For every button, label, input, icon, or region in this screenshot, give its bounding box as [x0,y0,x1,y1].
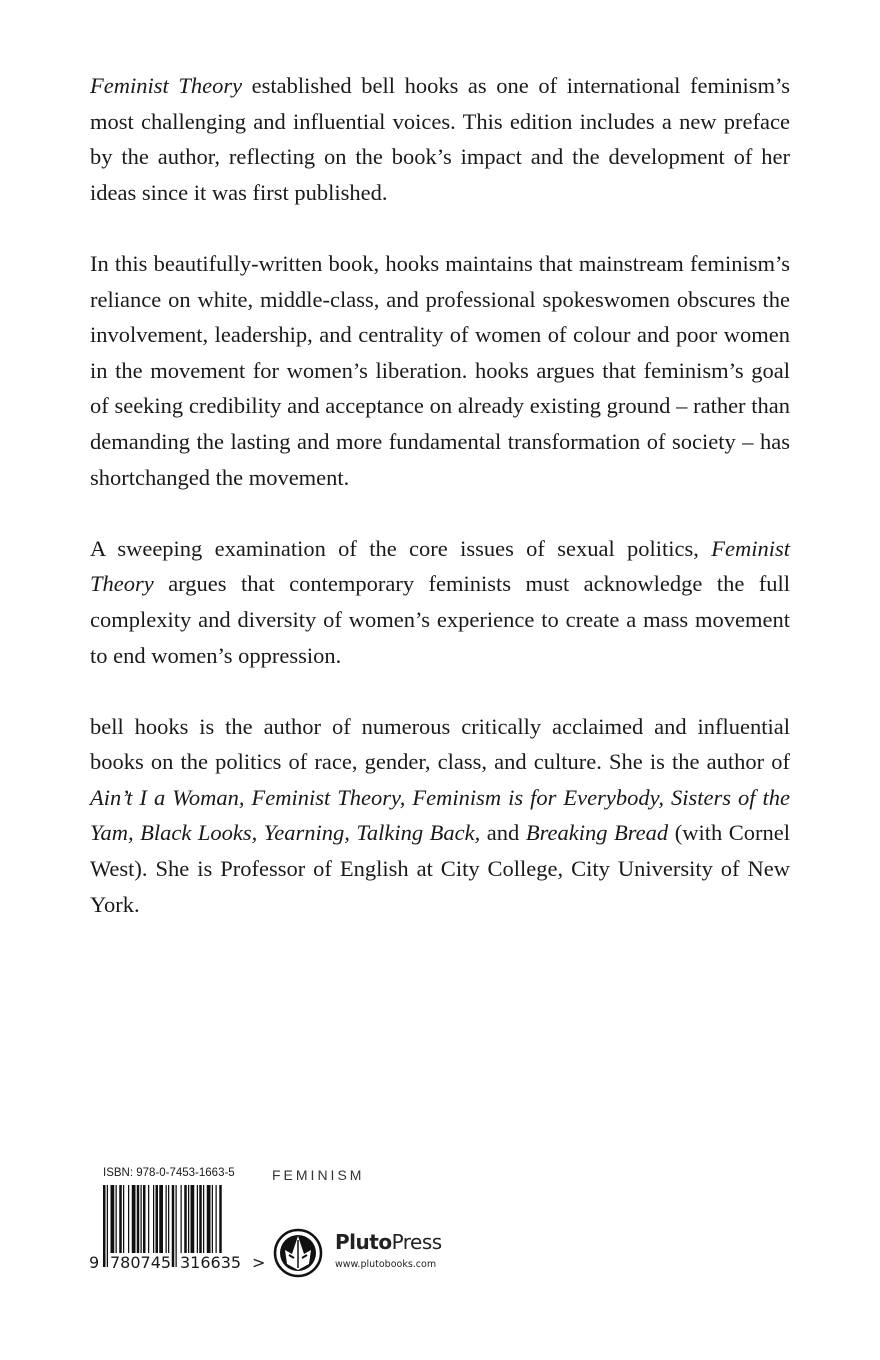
paragraph [90,531,790,673]
text-run: bell hooks is the author of numerous critically acclaimed and influential books on the politics of race, gender, class, and culture. She is the author of [90,713,790,775]
paragraph [90,68,790,210]
isbn-label: ISBN: 978-0-7453-1663-5 [103,1167,235,1179]
text-run: A sweeping examination of the core issues of sexual politics, [90,535,712,561]
text-run: established bell hooks as one of international feminism’s most challenging and influential voices. This edition includes a new preface by the author, reflecting on the book’s impact and the development of her ideas since it was first published. [90,73,790,205]
paragraph [90,709,790,923]
book-title: Ain’t I a Woman, Feminist Theory, Feminism is for Everybody, Sisters of the Yam, Black Looks, Yearning, Talking Back, [90,784,790,846]
barcode-bar [172,1185,175,1267]
text-run: In this beautifully-written book, hooks maintains that mainstream feminism’s reliance on white, middle-class, and professional spokeswomen obscures the involvement, leadership, and centrality of women of colour and poor women in the movement for women’s liberation. hooks argues that feminism’s goal of seeking credibility and acceptance on already existing ground – rather than demanding the lasting and more fundamental transformation of society – has shortchanged the movement. [90,250,790,490]
barcode-bar [176,1185,177,1267]
book-title: Feminist Theory [90,535,790,597]
publisher-url: www.plutobooks.com [335,1259,437,1270]
book-title: Breaking Bread [525,820,669,846]
barcode-end-mark: > [252,1253,266,1272]
barcode-digits-left: 780745 [110,1253,172,1272]
pluto-press-logo-icon [273,1228,323,1278]
publisher-name [335,1230,442,1254]
text-run: argues that contemporary feminists must acknowledge the full complexity and diversity of women’s experience to create a mass movement to end women’s oppression. [90,571,790,668]
category-label: FEMINISM [272,1167,365,1183]
publisher-name-regular: Press [391,1230,442,1254]
barcode-digits-right: 316635 [180,1253,242,1272]
text-run: (with Cornel West). She is Professor of English at City College, City University of New York. [90,820,790,917]
text-run: and [480,820,526,846]
back-cover-text [90,68,790,958]
paragraph [90,246,790,495]
barcode-bar [107,1185,108,1267]
barcode-lead-digit: 9 [89,1253,100,1272]
publisher-name-bold: Pluto [335,1230,392,1254]
book-title: Feminist Theory [90,73,243,98]
barcode-bar [103,1185,106,1267]
